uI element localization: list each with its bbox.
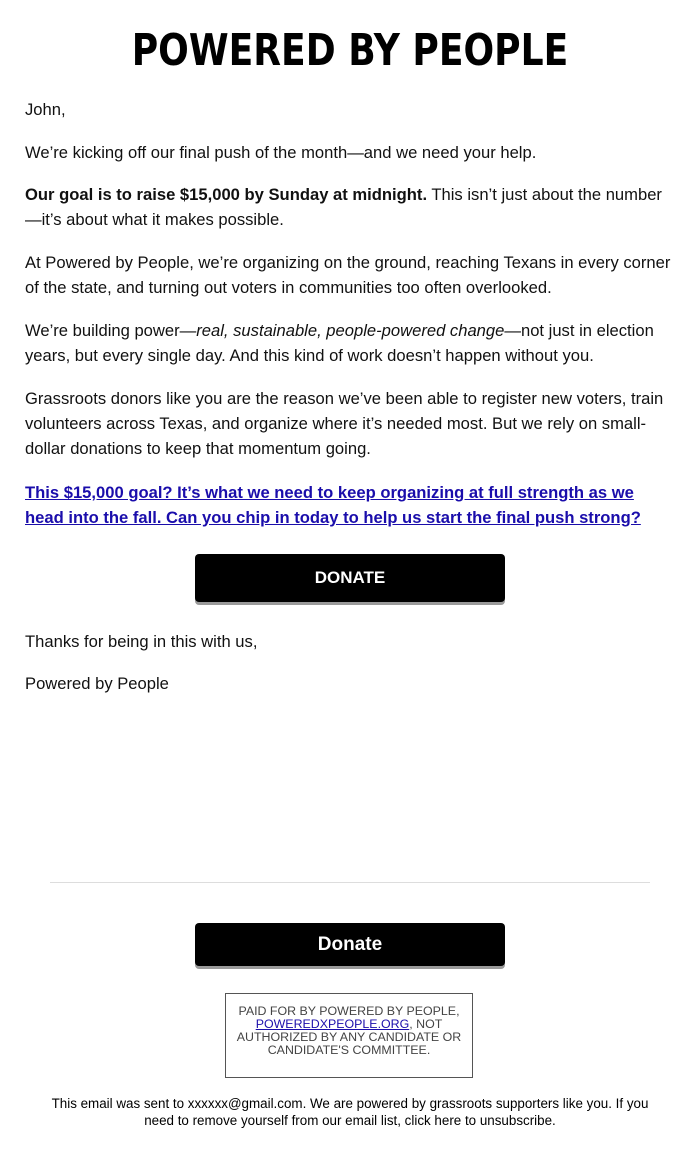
logo-title: POWERED BY PEOPLE [131,25,569,76]
thanks-text: Thanks for being in this with us, [25,632,258,651]
signature-paragraph [25,671,675,696]
kickoff-text: We’re kicking off our final push of the month—and we need your help. [25,143,537,162]
power-end-text: —not just in election years, but every single day. And this kind of work doesn’t happen without you. [25,321,654,365]
greeting [25,97,675,122]
power-italic-text: real, sustainable, people-powered change [196,321,505,340]
thanks-paragraph [25,629,675,654]
greeting-text: John, [25,100,66,119]
paid-for-disclaimer [225,993,473,1078]
org-paragraph [25,250,675,300]
disclaimer-start: PAID FOR BY POWERED BY PEOPLE, [238,1004,460,1018]
disclaimer-website-link[interactable]: POWEREDXPEOPLE.ORG [255,1017,410,1031]
org-text: At Powered by People, we’re organizing on the ground, reaching Texans in every corner of the state, and turning out voters in communities too often overlooked. [25,253,671,297]
donate-button-footer[interactable]: Donate [195,923,505,966]
power-start-text: We’re building power— [25,321,197,340]
cta-donate-link[interactable]: This $15,000 goal? It’s what we need to keep organizing at full strength as we head into the fall. Can you chip in today to help us start the final push strong? [25,483,641,527]
power-paragraph [25,318,675,368]
grassroots-text: Grassroots donors like you are the reason we’ve been able to register new voters, train volunteers across Texas, and organize where it’s needed most. But we rely on small-dollar donations to keep that momentum going. [25,389,664,458]
goal-bold-text: Our goal is to raise $15,000 by Sunday at midnight. [25,185,428,204]
goal-paragraph [25,182,675,232]
cta-paragraph [25,480,675,530]
footer-sent-notice: This email was sent to xxxxxx@gmail.com. We are powered by grassroots supporters like you. If you need to remove yourself from our email list, click here to unsubscribe. [51,1096,649,1128]
signature-text: Powered by People [25,674,169,693]
grassroots-paragraph [25,386,675,461]
disclaimer-end: , NOT AUTHORIZED BY ANY CANDIDATE OR CANDIDATE'S COMMITTEE. [236,1017,462,1057]
donate-button-primary[interactable]: DONATE [195,554,505,602]
goal-rest-text: This isn’t just about the number—it’s about what it makes possible. [25,185,662,229]
kickoff-paragraph [25,140,675,165]
footer-divider [50,882,650,883]
